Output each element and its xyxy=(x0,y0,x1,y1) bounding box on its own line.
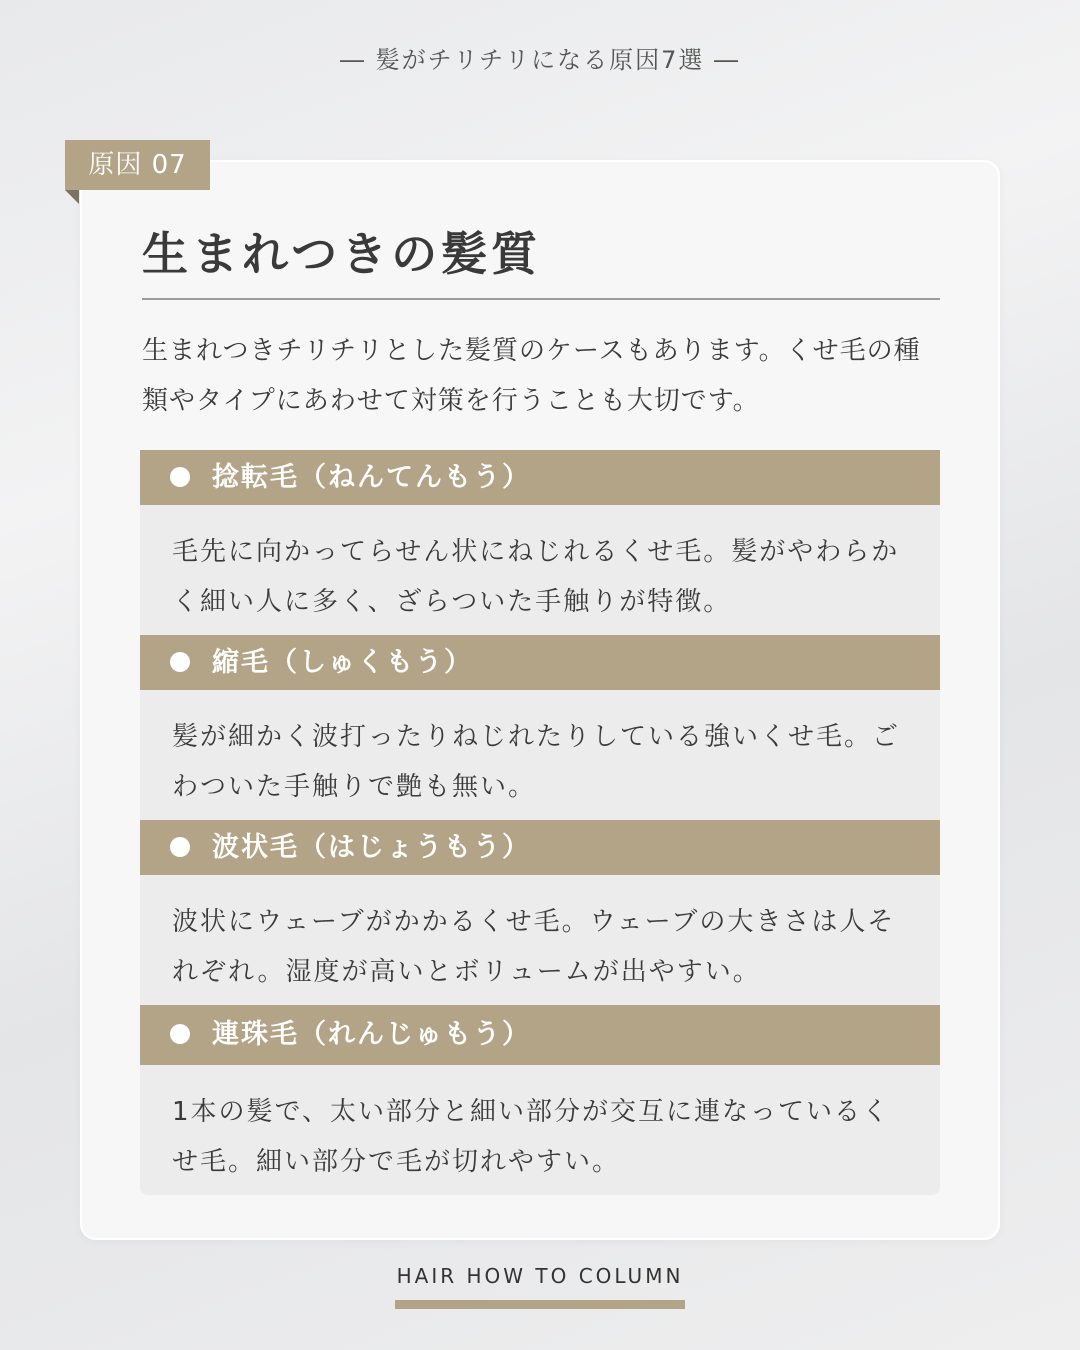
type-header-shukumou xyxy=(140,635,940,690)
bullet-dot-icon xyxy=(170,467,190,487)
type-description-nentenmou: 毛先に向かってらせん状にねじれるくせ毛。髪がやわらかく細い人に多く、ざらついた手触りが特徴。 xyxy=(140,505,940,635)
tag-fold-decoration xyxy=(65,190,79,204)
cause-intro-text: 生まれつきチリチリとした髪質のケースもあります。くせ毛の種類やタイプにあわせて対策を行うことも大切です。 xyxy=(142,336,921,416)
cause-number-tag: 原因 07 xyxy=(65,140,210,190)
bullet-dot-icon xyxy=(170,1024,190,1044)
bullet-dot-icon xyxy=(170,652,190,672)
series-title: ― 髪がチリチリになる原因7選 ― xyxy=(339,46,741,74)
type-header-hajoumou xyxy=(140,820,940,875)
type-name: 波状毛（はじょうもう） xyxy=(212,832,531,863)
footer-accent-bar xyxy=(395,1300,685,1309)
type-name: 縮毛（しゅくもう） xyxy=(212,647,473,678)
type-description-hajoumou: 波状にウェーブがかかるくせ毛。ウェーブの大きさは人それぞれ。湿度が高いとボリュームが出やすい。 xyxy=(140,875,940,1005)
type-name: 捻転毛（ねんてんもう） xyxy=(212,462,531,493)
bullet-dot-icon xyxy=(170,837,190,857)
cause-title: 生まれつきの髪質 xyxy=(142,227,542,281)
footer-column-label: HAIR HOW TO COLUMN xyxy=(396,1264,684,1288)
type-name: 連珠毛（れんじゅもう） xyxy=(212,1019,531,1050)
title-divider xyxy=(142,298,940,300)
type-description-renjumou: 1本の髪で、太い部分と細い部分が交互に連なっているくせ毛。細い部分で毛が切れやすい。 xyxy=(140,1065,940,1195)
type-header-nentenmou xyxy=(140,450,940,505)
type-header-renjumou xyxy=(140,1005,940,1065)
type-description-shukumou: 髪が細かく波打ったりねじれたりしている強いくせ毛。ごわついた手触りで艶も無い。 xyxy=(140,690,940,820)
